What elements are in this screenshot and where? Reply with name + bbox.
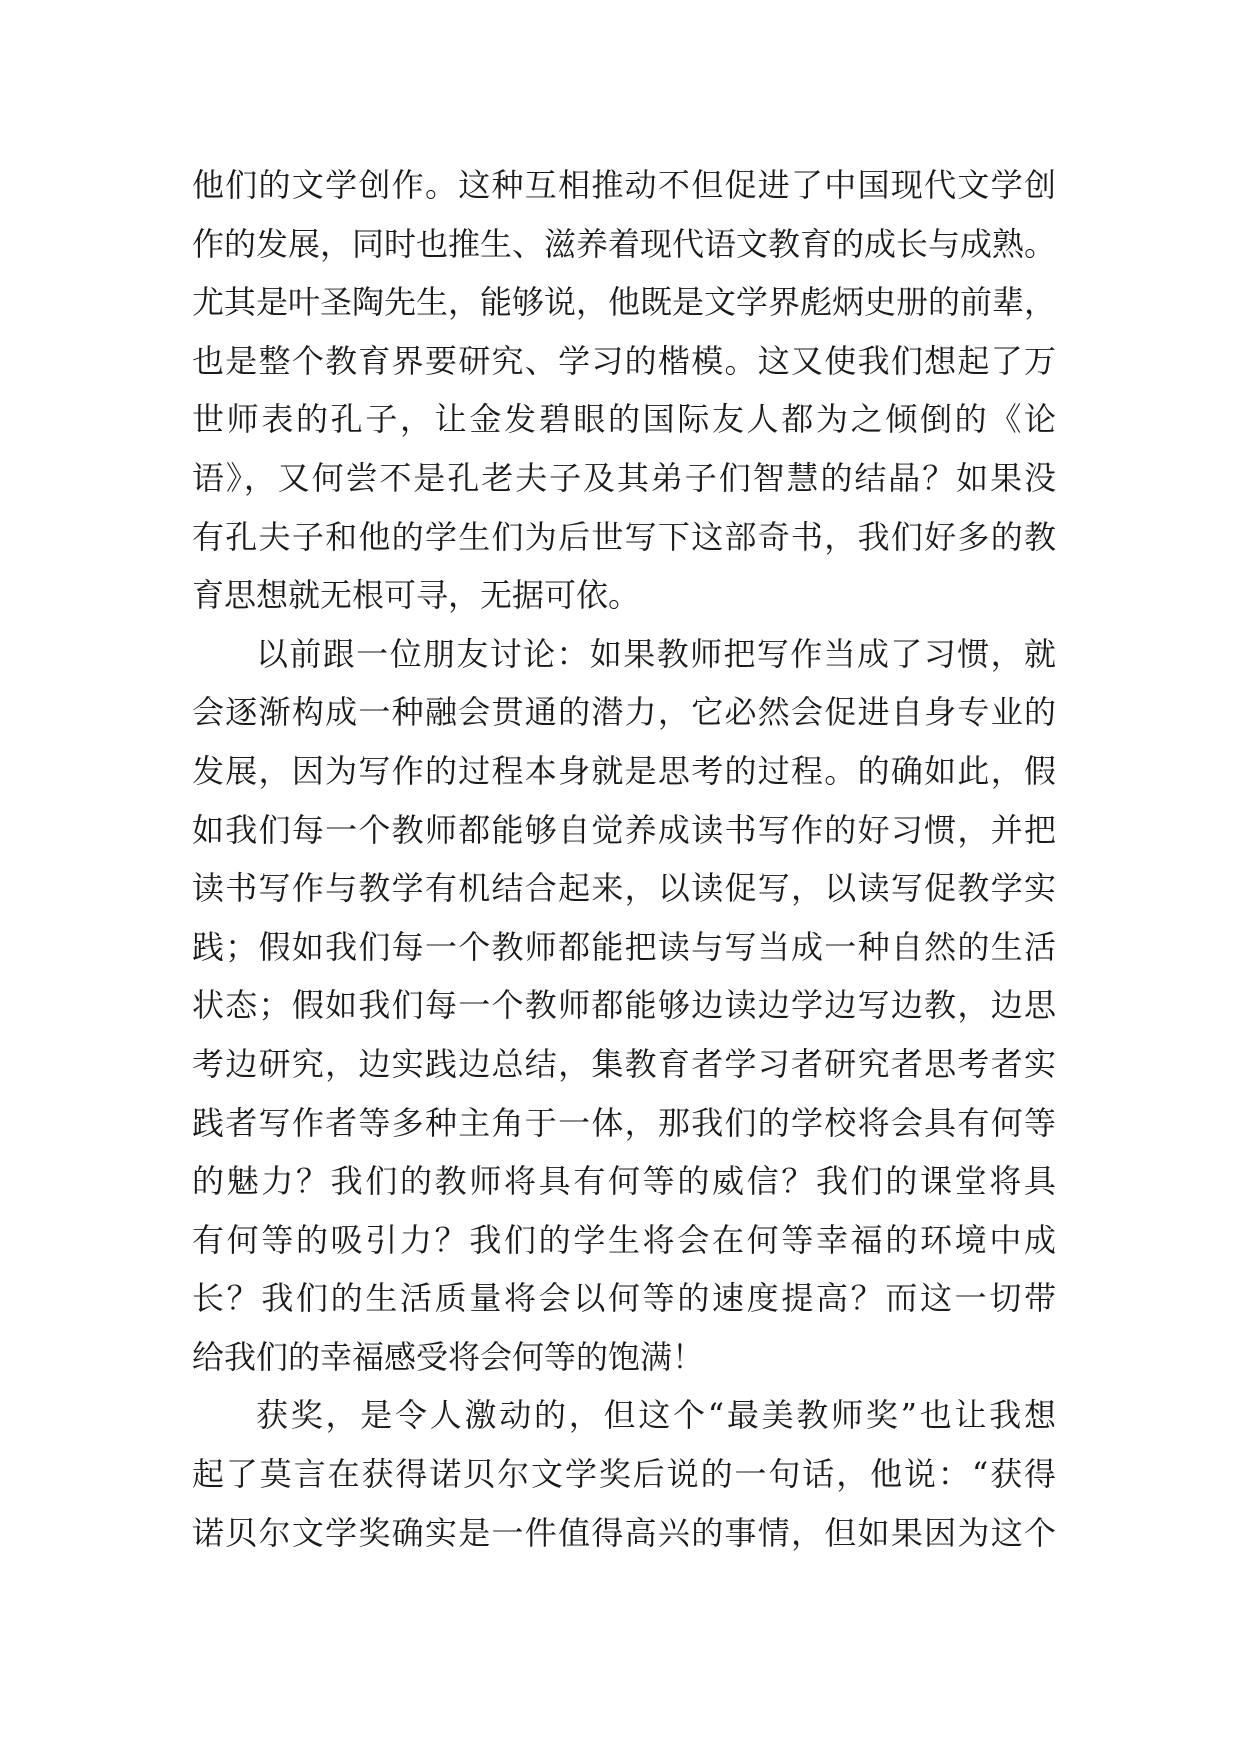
text-line: 给我们的幸福感受将会何等的饱满！ [192,1337,705,1376]
text-line: 世师表的孔子，让金发碧眼的国际友人都为之倾倒的《论 [192,400,1056,439]
text-line: 他们的文学创作。这种互相推动不但促进了中国现代文学创 [192,166,1056,204]
text-line: 会逐渐构成一种融会贯通的潜力，它必然会促进自身专业的 [192,693,1056,732]
text-line: 也是整个教育界要研究、学习的楷模。这又使我们想起了万 [192,341,1056,380]
text-line: 诺贝尔文学奖确实是一件值得高兴的事情，但如果因为这个 [192,1513,1056,1552]
text-line: 践者写作者等多种主角于一体，那我们的学校将会具有何等 [192,1103,1056,1142]
text-line: 育思想就无根可寻，无据可依。 [192,576,641,615]
text-line: 作的发展，同时也推生、滋养着现代语文教育的成长与成熟。 [192,224,1057,263]
text-line: 有孔夫子和他的学生们为后世写下这部奇书，我们好多的教 [192,517,1056,556]
text-line: 尤其是叶圣陶先生，能够说，他既是文学界彪炳史册的前辈， [192,283,1057,322]
text-line: 以前跟一位朋友讨论：如果教师把写作当成了习惯，就 [256,634,1056,673]
text-line: 读书写作与教学有机结合起来，以读促写，以读写促教学实 [192,869,1056,908]
text-line: 状态；假如我们每一个教师都能够边读边学边写边教，边思 [192,986,1056,1025]
text-line: 发展，因为写作的过程本身就是思考的过程。的确如此，假 [192,751,1056,790]
text-line: 如我们每一个教师都能够自觉养成读书写作的好习惯，并把 [192,810,1056,849]
text-line: 长？我们的生活质量将会以何等的速度提高？而这一切带 [192,1279,1056,1318]
text-line: 考边研究，边实践边总结，集教育者学习者研究者思考者实 [192,1044,1056,1083]
text-line: 获奖，是令人激动的，但这个“最美教师奖”也让我想 [256,1396,1056,1435]
text-line: 语》，又何尝不是孔老夫子及其弟子们智慧的结晶？如果没 [192,458,1056,497]
text-line: 践；假如我们每一个教师都能把读与写当成一种自然的生活 [192,927,1056,966]
text-line: 的魅力？我们的教师将具有何等的威信？我们的课堂将具 [192,1162,1056,1201]
text-line: 有何等的吸引力？我们的学生将会在何等幸福的环境中成 [192,1220,1056,1259]
text-line: 起了莫言在获得诺贝尔文学奖后说的一句话，他说：“获得 [192,1455,1056,1494]
body-text [192,156,1056,1562]
